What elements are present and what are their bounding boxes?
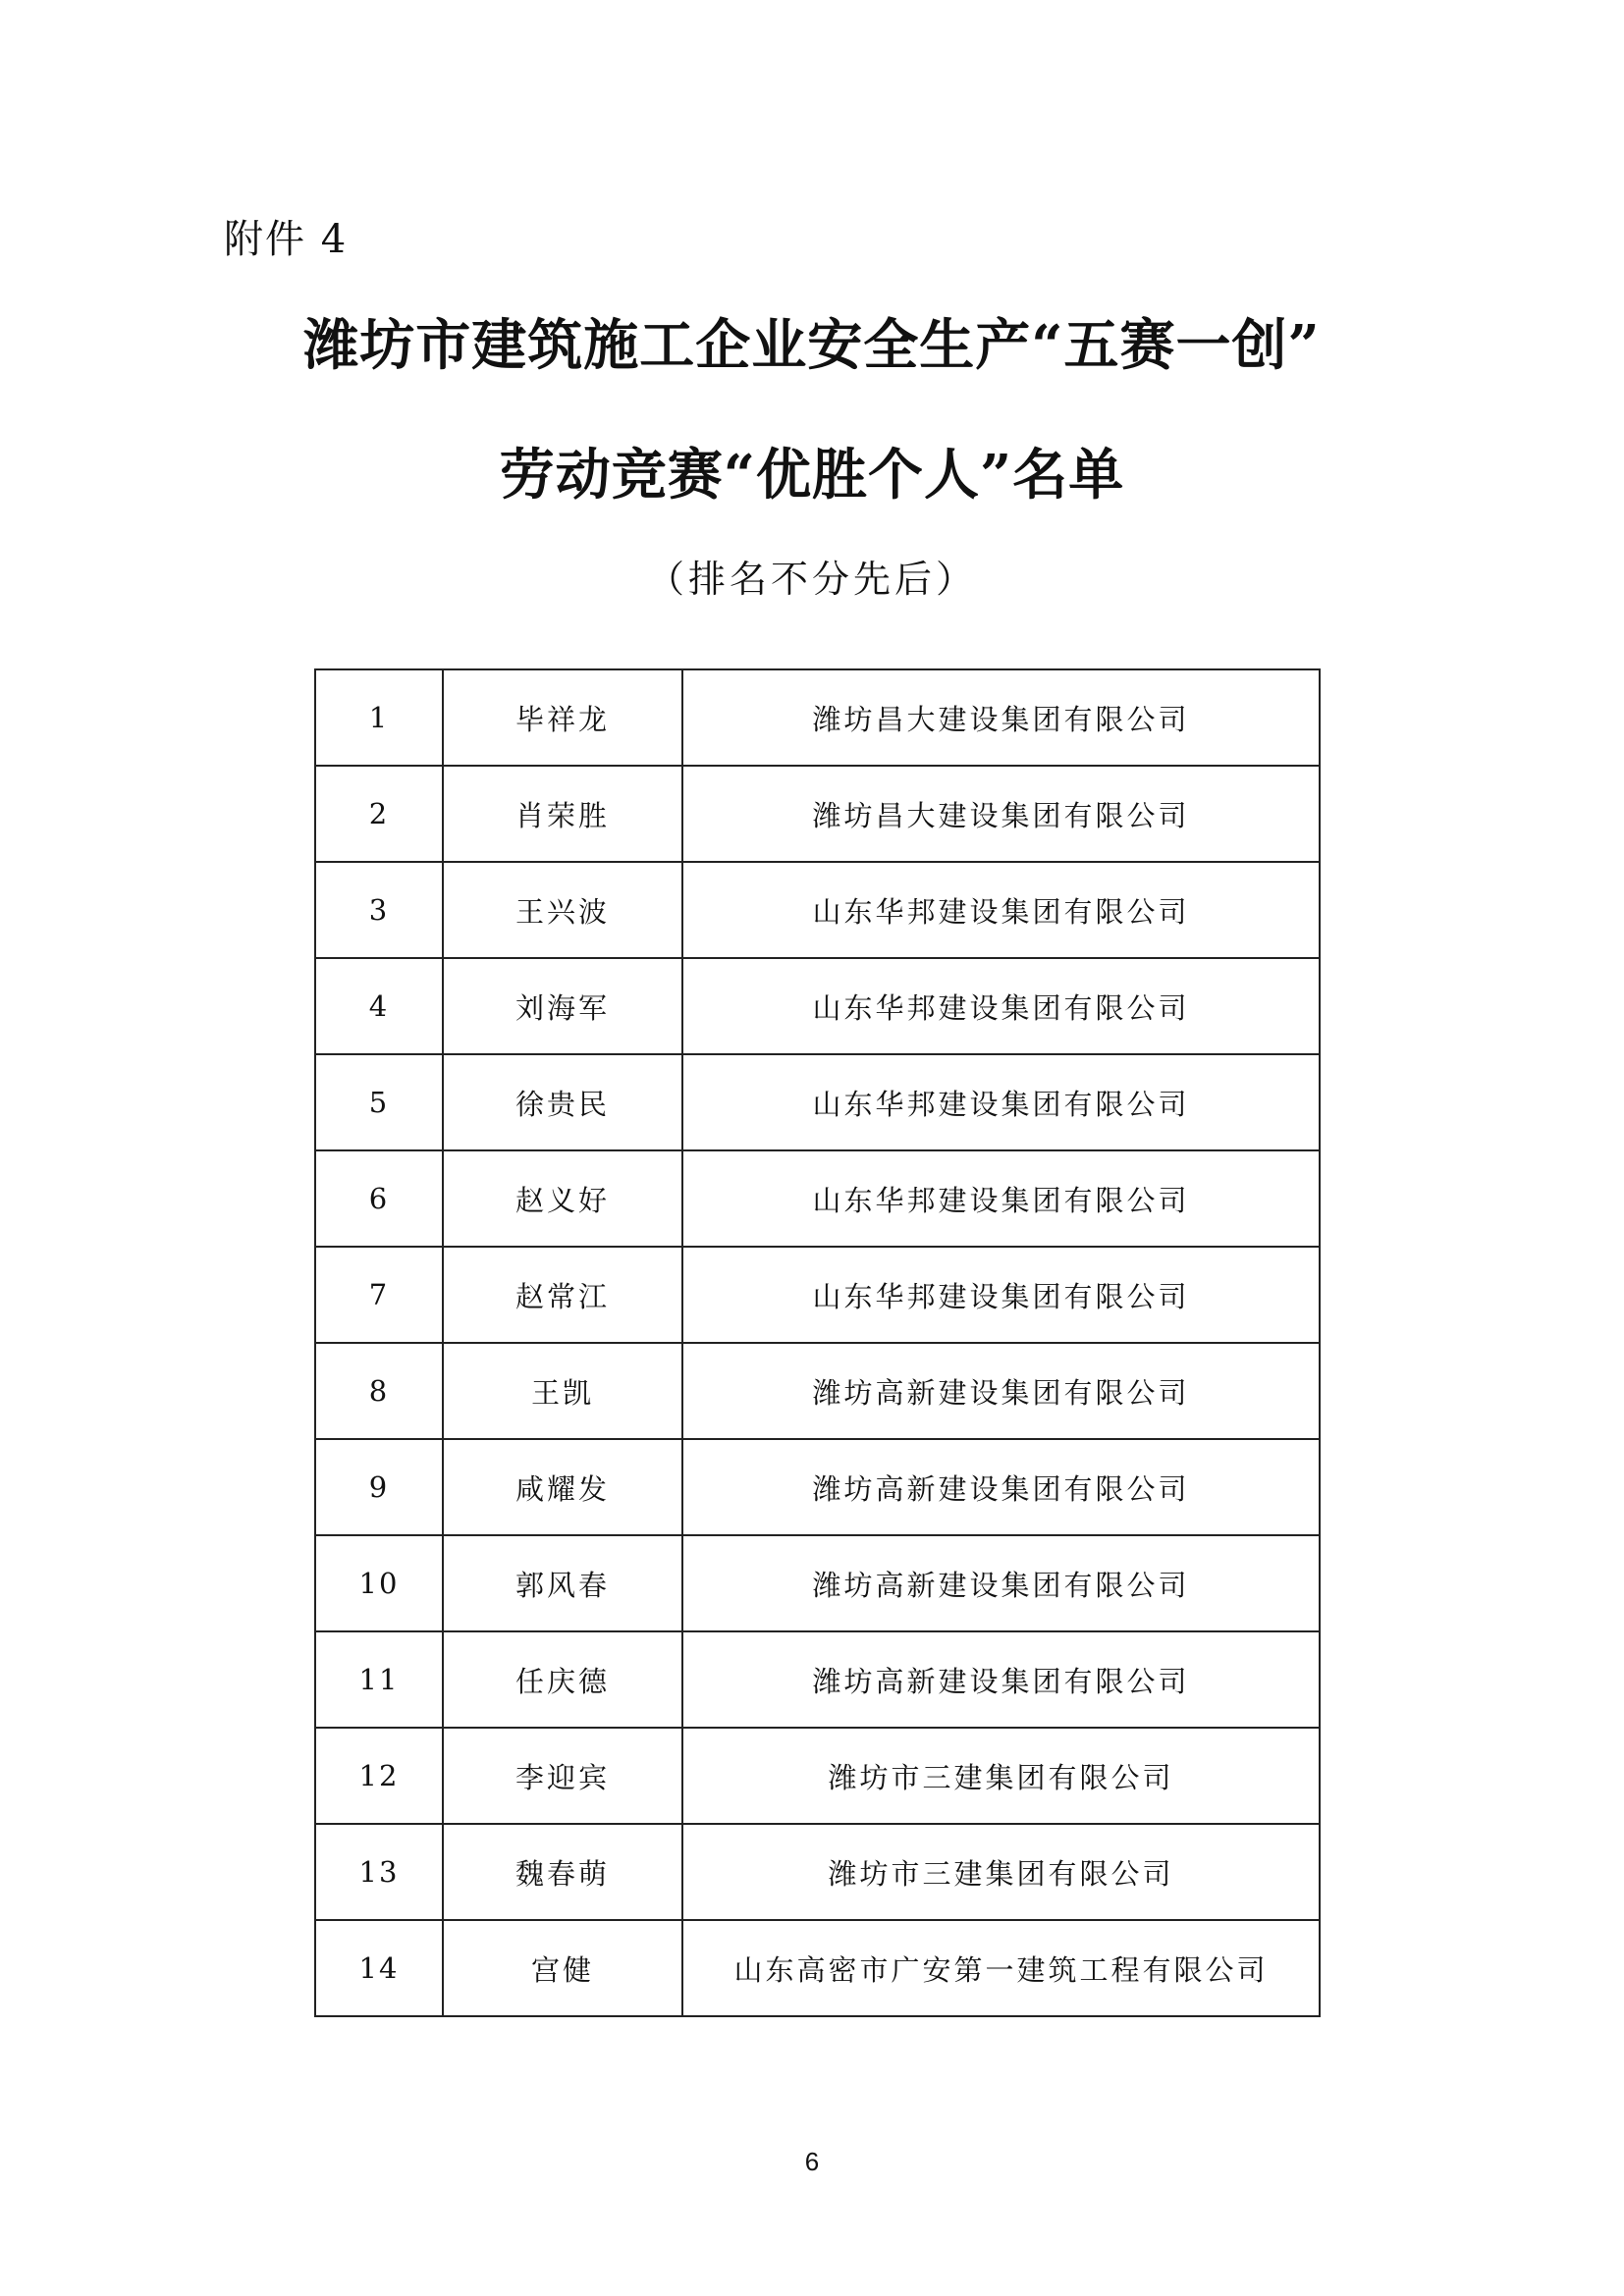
- page-number: 6: [804, 2147, 820, 2176]
- row-number: 5: [315, 1054, 443, 1150]
- table-row: [315, 1439, 1320, 1535]
- person-name: 肖荣胜: [443, 766, 682, 862]
- row-number: 12: [315, 1728, 443, 1824]
- table-row: [315, 1343, 1320, 1439]
- person-name: 王兴波: [443, 862, 682, 958]
- row-number: 9: [315, 1439, 443, 1535]
- table-row: [315, 1920, 1320, 2016]
- row-number: 6: [315, 1150, 443, 1247]
- document-title-line-2: 劳动竞赛“优胜个人”名单: [499, 443, 1125, 507]
- ordering-note: （排名不分先后）: [646, 558, 977, 601]
- person-name: 郭风春: [443, 1535, 682, 1631]
- person-name: 李迎宾: [443, 1728, 682, 1824]
- row-number: 10: [315, 1535, 443, 1631]
- row-number: 1: [315, 669, 443, 766]
- company-name: 山东华邦建设集团有限公司: [682, 862, 1320, 958]
- document-title-line-1: 潍坊市建筑施工企业安全生产“五赛一创”: [303, 313, 1321, 378]
- company-name: 山东华邦建设集团有限公司: [682, 1054, 1320, 1150]
- company-name: 山东华邦建设集团有限公司: [682, 1150, 1320, 1247]
- row-number: 13: [315, 1824, 443, 1920]
- attachment-label: 附件 4: [224, 217, 349, 262]
- row-number: 11: [315, 1631, 443, 1728]
- company-name: 潍坊高新建设集团有限公司: [682, 1631, 1320, 1728]
- person-name: 刘海军: [443, 958, 682, 1054]
- table-row: [315, 766, 1320, 862]
- table-row: [315, 958, 1320, 1054]
- table-row: [315, 1150, 1320, 1247]
- row-number: 7: [315, 1247, 443, 1343]
- company-name: 山东华邦建设集团有限公司: [682, 958, 1320, 1054]
- table-row: [315, 669, 1320, 766]
- row-number: 4: [315, 958, 443, 1054]
- company-name: 潍坊高新建设集团有限公司: [682, 1535, 1320, 1631]
- company-name: 潍坊昌大建设集团有限公司: [682, 766, 1320, 862]
- table-row: [315, 1054, 1320, 1150]
- table-row: [315, 862, 1320, 958]
- company-name: 潍坊市三建集团有限公司: [682, 1728, 1320, 1824]
- table-row: [315, 1247, 1320, 1343]
- person-name: 赵常江: [443, 1247, 682, 1343]
- table-row: [315, 1631, 1320, 1728]
- table-row: [315, 1728, 1320, 1824]
- person-name: 赵义好: [443, 1150, 682, 1247]
- company-name: 山东高密市广安第一建筑工程有限公司: [682, 1920, 1320, 2016]
- person-name: 宫健: [443, 1920, 682, 2016]
- person-name: 魏春萌: [443, 1824, 682, 1920]
- company-name: 潍坊高新建设集团有限公司: [682, 1343, 1320, 1439]
- person-name: 王凯: [443, 1343, 682, 1439]
- company-name: 山东华邦建设集团有限公司: [682, 1247, 1320, 1343]
- row-number: 14: [315, 1920, 443, 2016]
- company-name: 潍坊高新建设集团有限公司: [682, 1439, 1320, 1535]
- table-row: [315, 1824, 1320, 1920]
- company-name: 潍坊昌大建设集团有限公司: [682, 669, 1320, 766]
- person-name: 咸耀发: [443, 1439, 682, 1535]
- row-number: 3: [315, 862, 443, 958]
- table-row: [315, 1535, 1320, 1631]
- person-name: 任庆德: [443, 1631, 682, 1728]
- person-name: 徐贵民: [443, 1054, 682, 1150]
- company-name: 潍坊市三建集团有限公司: [682, 1824, 1320, 1920]
- row-number: 2: [315, 766, 443, 862]
- person-name: 毕祥龙: [443, 669, 682, 766]
- winners-table: [314, 668, 1321, 2017]
- row-number: 8: [315, 1343, 443, 1439]
